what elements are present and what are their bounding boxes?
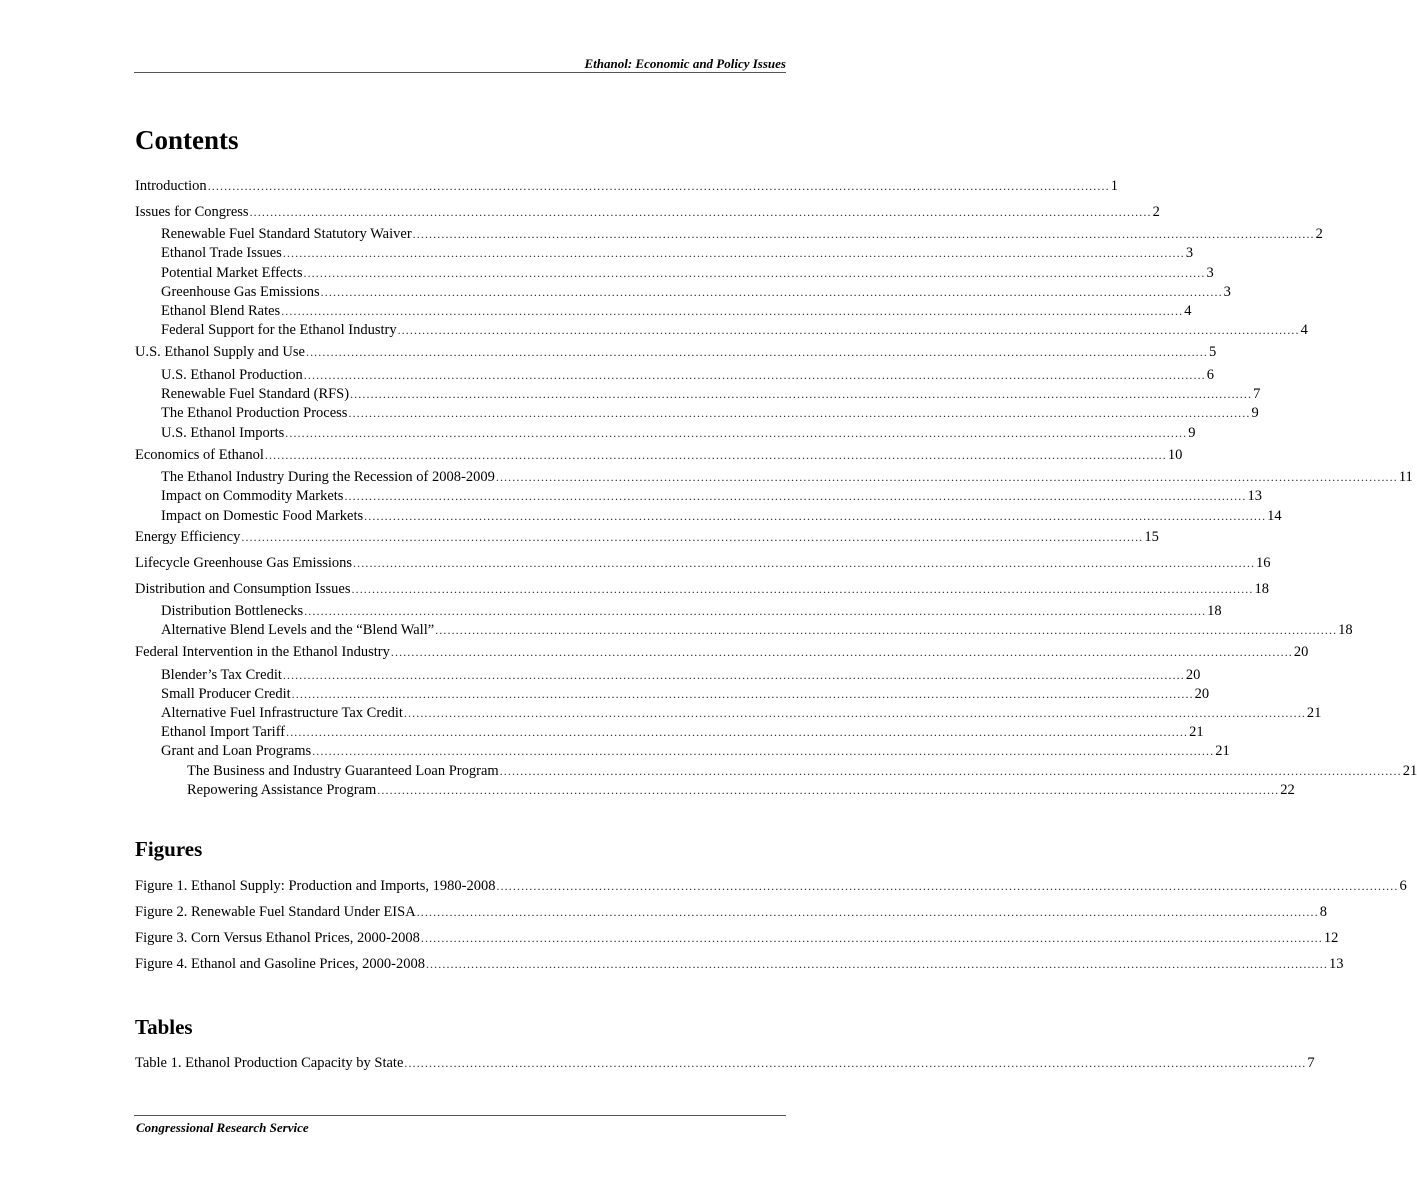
tables-heading: Tables xyxy=(135,1015,193,1039)
toc-entry-label: The Business and Industry Guaranteed Loan Program xyxy=(187,763,499,779)
toc-entry[interactable] xyxy=(135,446,1183,465)
toc-entry-page-number: 20 xyxy=(1194,686,1210,702)
toc-entry[interactable] xyxy=(135,643,1309,662)
running-header: Ethanol: Economic and Policy Issues xyxy=(584,56,786,71)
toc-entry-page-number: 15 xyxy=(1144,529,1159,545)
toc-entry[interactable] xyxy=(161,385,1261,404)
toc-entry-label: Lifecycle Greenhouse Gas Emissions xyxy=(135,555,353,571)
dot-leader: ............................................................................................................................................................................................................................ xyxy=(364,509,1267,523)
toc-entry[interactable] xyxy=(161,507,1282,526)
figures-heading: Figures xyxy=(135,837,203,861)
figure-list-entry-label: Figure 1. Ethanol Supply: Production and Imports, 1980-2008 xyxy=(135,878,496,894)
toc-entry-label: U.S. Ethanol Supply and Use xyxy=(135,344,305,360)
toc-entry-page-number: 20 xyxy=(1293,644,1309,660)
dot-leader: ............................................................................................................................................................................................................................ xyxy=(425,957,1328,971)
dot-leader: ............................................................................................................................................................................................................................ xyxy=(397,323,1300,337)
dot-leader: ............................................................................................................................................................................................................................ xyxy=(303,368,1206,382)
header-rule xyxy=(134,72,786,73)
dot-leader: ............................................................................................................................................................................................................................ xyxy=(499,764,1402,778)
toc-entry-page-number: 20 xyxy=(1185,667,1201,683)
toc-entry-page-number: 4 xyxy=(1300,322,1308,338)
figure-list-entry-page-number: 6 xyxy=(1399,878,1407,894)
toc-entry-label: Blender’s Tax Credit xyxy=(161,667,282,683)
dot-leader: ............................................................................................................................................................................................................................ xyxy=(286,725,1189,739)
toc-entry-label: Small Producer Credit xyxy=(161,686,291,702)
dot-leader: ............................................................................................................................................................................................................................ xyxy=(420,931,1323,945)
dot-leader: ............................................................................................................................................................................................................................ xyxy=(435,623,1338,637)
toc-entry-page-number: 2 xyxy=(1315,226,1323,242)
dot-leader: ............................................................................................................................................................................................................................ xyxy=(249,205,1152,219)
toc-entry-label: Ethanol Import Tariff xyxy=(161,724,286,740)
toc-entry-label: Ethanol Trade Issues xyxy=(161,245,282,261)
toc-entry-label: Alternative Fuel Infrastructure Tax Credit xyxy=(161,705,403,721)
figure-list-entry[interactable] xyxy=(135,955,1344,974)
figure-list-entry-page-number: 8 xyxy=(1319,904,1327,920)
dot-leader: ............................................................................................................................................................................................................................ xyxy=(291,687,1194,701)
dot-leader: ............................................................................................................................................................................................................................ xyxy=(351,582,1254,596)
toc-entry-page-number: 10 xyxy=(1167,447,1183,463)
toc-entry-label: Distribution and Consumption Issues xyxy=(135,581,351,597)
toc-entry-page-number: 18 xyxy=(1254,581,1269,597)
toc-entry-page-number: 4 xyxy=(1184,303,1192,319)
dot-leader: ............................................................................................................................................................................................................................ xyxy=(207,179,1110,193)
toc-entry-page-number: 13 xyxy=(1247,488,1262,504)
dot-leader: ............................................................................................................................................................................................................................ xyxy=(496,879,1399,893)
toc-entry-label: Renewable Fuel Standard (RFS) xyxy=(161,386,350,402)
toc-entry-label: Introduction xyxy=(135,178,207,194)
toc-entry[interactable] xyxy=(161,602,1222,621)
toc-entry-label: Ethanol Blend Rates xyxy=(161,303,281,319)
toc-entry[interactable] xyxy=(161,666,1201,685)
toc-entry[interactable] xyxy=(161,723,1204,742)
dot-leader: ............................................................................................................................................................................................................................ xyxy=(348,406,1251,420)
toc-entry[interactable] xyxy=(135,554,1271,573)
toc-entry-page-number: 2 xyxy=(1152,204,1160,220)
dot-leader: ............................................................................................................................................................................................................................ xyxy=(282,668,1185,682)
dot-leader: ............................................................................................................................................................................................................................ xyxy=(416,905,1319,919)
toc-entry[interactable] xyxy=(161,742,1230,761)
toc-entry[interactable] xyxy=(161,283,1231,302)
toc-entry[interactable] xyxy=(161,302,1192,321)
toc-entry[interactable] xyxy=(135,203,1160,222)
toc-entry-label: Federal Intervention in the Ethanol Industry xyxy=(135,644,390,660)
figure-list-entry-label: Figure 4. Ethanol and Gasoline Prices, 2000-2008 xyxy=(135,956,425,972)
dot-leader: ............................................................................................................................................................................................................................ xyxy=(264,448,1167,462)
toc-entry-page-number: 9 xyxy=(1188,425,1196,441)
toc-entry-label: The Ethanol Industry During the Recession of 2008-2009 xyxy=(161,469,495,485)
toc-entry-page-number: 3 xyxy=(1206,265,1214,281)
toc-entry-page-number: 11 xyxy=(1398,469,1413,485)
dot-leader: ............................................................................................................................................................................................................................ xyxy=(495,470,1398,484)
toc-entry-label: U.S. Ethanol Imports xyxy=(161,425,285,441)
toc-entry[interactable] xyxy=(161,321,1308,340)
toc-entry-label: Potential Market Effects xyxy=(161,265,303,281)
dot-leader: ............................................................................................................................................................................................................................ xyxy=(303,266,1206,280)
dot-leader: ............................................................................................................................................................................................................................ xyxy=(350,387,1253,401)
toc-entry-page-number: 5 xyxy=(1208,344,1217,360)
toc-entry[interactable] xyxy=(161,404,1259,423)
dot-leader: ............................................................................................................................................................................................................................ xyxy=(305,345,1208,359)
dot-leader: ............................................................................................................................................................................................................................ xyxy=(282,246,1185,260)
dot-leader: ............................................................................................................................................................................................................................ xyxy=(312,744,1215,758)
dot-leader: ............................................................................................................................................................................................................................ xyxy=(241,530,1144,544)
toc-entry-page-number: 7 xyxy=(1253,386,1261,402)
contents-heading: Contents xyxy=(135,125,239,155)
toc-entry[interactable] xyxy=(161,487,1262,506)
toc-entry-label: Impact on Commodity Markets xyxy=(161,488,344,504)
toc-entry-label: Impact on Domestic Food Markets xyxy=(161,508,364,524)
toc-entry-label: The Ethanol Production Process xyxy=(161,405,348,421)
toc-entry[interactable] xyxy=(135,177,1118,196)
toc-entry[interactable] xyxy=(135,580,1269,599)
figure-list-entry-label: Figure 2. Renewable Fuel Standard Under EISA xyxy=(135,904,416,920)
toc-entry-page-number: 1 xyxy=(1110,178,1118,194)
toc-entry-page-number: 9 xyxy=(1251,405,1259,421)
toc-entry-label: Federal Support for the Ethanol Industry xyxy=(161,322,397,338)
toc-entry[interactable] xyxy=(161,468,1413,487)
table-list-entry-page-number: 7 xyxy=(1307,1055,1315,1071)
dot-leader: ............................................................................................................................................................................................................................ xyxy=(344,489,1247,503)
toc-entry-page-number: 3 xyxy=(1185,245,1194,261)
toc-entry-page-number: 22 xyxy=(1280,782,1295,798)
dot-leader: ............................................................................................................................................................................................................................ xyxy=(390,645,1293,659)
dot-leader: ............................................................................................................................................................................................................................ xyxy=(404,1056,1307,1070)
dot-leader: ............................................................................................................................................................................................................................ xyxy=(353,556,1256,570)
toc-entry-page-number: 3 xyxy=(1223,284,1231,300)
dot-leader: ............................................................................................................................................................................................................................ xyxy=(285,426,1188,440)
toc-entry-page-number: 14 xyxy=(1267,508,1282,524)
toc-entry[interactable] xyxy=(161,704,1322,723)
toc-entry-label: Economics of Ethanol xyxy=(135,447,264,463)
dot-leader: ............................................................................................................................................................................................................................ xyxy=(320,285,1223,299)
dot-leader: ............................................................................................................................................................................................................................ xyxy=(281,304,1184,318)
dot-leader: ............................................................................................................................................................................................................................ xyxy=(377,783,1280,797)
figure-list-entry-page-number: 12 xyxy=(1323,930,1339,946)
toc-entry[interactable] xyxy=(135,343,1217,362)
table-list-entry[interactable] xyxy=(135,1054,1315,1073)
figure-list-entry[interactable] xyxy=(135,929,1339,948)
toc-entry-page-number: 18 xyxy=(1207,603,1222,619)
toc-entry-label: Issues for Congress xyxy=(135,204,249,220)
toc-entry-label: Energy Efficiency xyxy=(135,529,241,545)
toc-entry[interactable] xyxy=(161,244,1194,263)
toc-entry-label: Distribution Bottlenecks xyxy=(161,603,304,619)
toc-entry-label: Repowering Assistance Program xyxy=(187,782,377,798)
dot-leader: ............................................................................................................................................................................................................................ xyxy=(403,706,1306,720)
dot-leader: ............................................................................................................................................................................................................................ xyxy=(412,227,1315,241)
toc-entry-page-number: 21 xyxy=(1402,763,1417,779)
toc-entry-page-number: 21 xyxy=(1189,724,1204,740)
toc-entry[interactable] xyxy=(187,781,1295,800)
toc-entry[interactable] xyxy=(135,528,1159,547)
toc-entry[interactable] xyxy=(161,685,1210,704)
figure-list-entry-label: Figure 3. Corn Versus Ethanol Prices, 2000-2008 xyxy=(135,930,420,946)
toc-entry[interactable] xyxy=(161,264,1214,283)
toc-entry[interactable] xyxy=(161,424,1196,443)
figure-list-entry-page-number: 13 xyxy=(1328,956,1344,972)
toc-entry[interactable] xyxy=(161,225,1323,244)
dot-leader: ............................................................................................................................................................................................................................ xyxy=(304,604,1207,618)
toc-entry-page-number: 16 xyxy=(1256,555,1271,571)
footer-rule xyxy=(134,1115,786,1116)
toc-entry-page-number: 6 xyxy=(1206,367,1215,383)
toc-entry[interactable] xyxy=(187,762,1417,781)
toc-entry-label: Greenhouse Gas Emissions xyxy=(161,284,320,300)
running-footer: Congressional Research Service xyxy=(136,1120,309,1135)
toc-entry-page-number: 21 xyxy=(1215,743,1230,759)
toc-entry-label: Renewable Fuel Standard Statutory Waiver xyxy=(161,226,412,242)
toc-entry[interactable] xyxy=(161,621,1353,640)
figure-list-entry[interactable] xyxy=(135,903,1327,922)
figure-list-entry[interactable] xyxy=(135,877,1407,896)
toc-entry-label: Grant and Loan Programs xyxy=(161,743,312,759)
toc-entry-page-number: 21 xyxy=(1306,705,1322,721)
toc-entry-label: Alternative Blend Levels and the “Blend Wall” xyxy=(161,622,435,638)
toc-entry[interactable] xyxy=(161,366,1215,385)
toc-entry-page-number: 18 xyxy=(1338,622,1353,638)
toc-entry-label: U.S. Ethanol Production xyxy=(161,367,303,383)
table-list-entry-label: Table 1. Ethanol Production Capacity by State xyxy=(135,1055,404,1071)
